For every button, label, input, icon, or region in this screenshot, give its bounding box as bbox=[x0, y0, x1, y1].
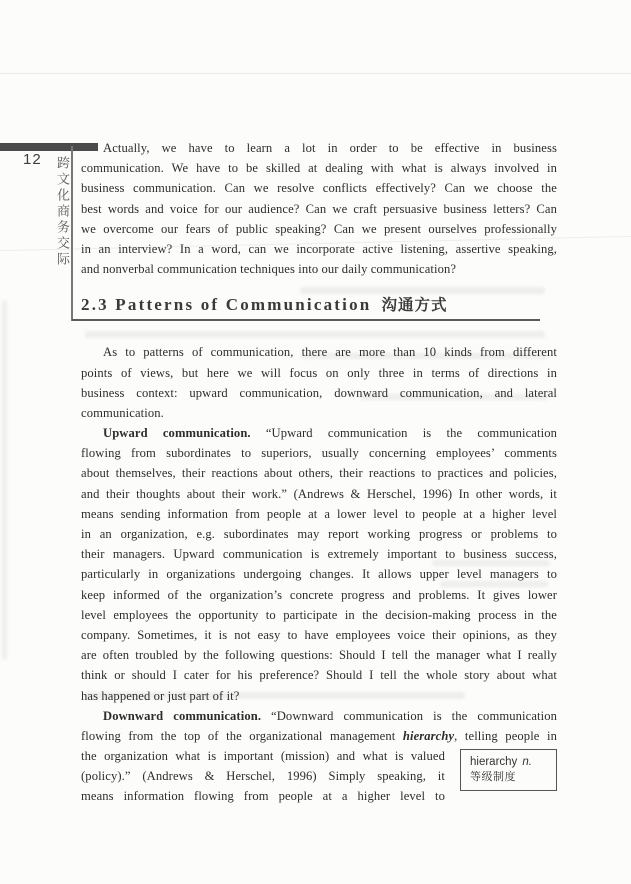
text-line: As to patterns of communication, there are more than 10 kinds from different bbox=[103, 345, 557, 360]
text-line: business communication. Can we resolve conflicts effectively? Can we choose the bbox=[81, 181, 557, 196]
text-line: think or should I cater for his preference? Should I tell the whole story about what bbox=[81, 668, 557, 683]
text-line: in an interview? In a word, can we incorporate active listening, assertive speaking, bbox=[81, 241, 557, 256]
paragraph bbox=[81, 138, 557, 279]
section-heading-title: 2.3 Patterns of Communication bbox=[81, 295, 372, 315]
body-text-main bbox=[81, 342, 557, 806]
text-line: particularly in organizations undergoing changes. It allows upper level managers to bbox=[81, 567, 557, 582]
scan-line-artifact bbox=[0, 73, 631, 74]
margin-vertical-rule bbox=[71, 146, 73, 321]
text-line: about themselves, their reactions about others, their reactions to practices and policies, bbox=[81, 466, 557, 481]
text-line: and their thoughts about their work.” (Andrews & Herschel, 1996) In other words, it bbox=[81, 486, 557, 501]
paragraph bbox=[81, 342, 557, 423]
text-line: Upward communication. “Upward communication is the communication bbox=[103, 426, 557, 441]
text-line: business context: upward communication, downward communication, and lateral bbox=[81, 385, 557, 400]
vocab-box bbox=[460, 749, 557, 791]
text-line: in an organization, e.g. subordinates may report working progress or problems to bbox=[81, 527, 557, 541]
body-column bbox=[81, 138, 557, 807]
vocab-pos: n. bbox=[522, 756, 532, 768]
text-line: are often troubled by the following questions: Should I tell the manager what I really bbox=[81, 648, 557, 663]
bleed-through-artifact bbox=[2, 300, 7, 660]
text-line: the organization what is important (mission) and what is valued bbox=[81, 749, 445, 764]
text-line: means sending information from people at a lower level to people at a higher level bbox=[81, 506, 557, 521]
vocab-term: hierarchy bbox=[470, 756, 518, 768]
text-line: Actually, we have to learn a lot in order to be effective in business bbox=[103, 141, 557, 155]
vocab-entry bbox=[470, 755, 552, 770]
text-line: means information flowing from people at a higher level to bbox=[81, 789, 445, 804]
text-line: keep informed of the organization’s concrete progress and problems. It gives lower bbox=[81, 587, 557, 602]
text-line: Downward communication. “Downward communication is the communication bbox=[103, 708, 557, 723]
text-line: (policy).” (Andrews & Herschel, 1996) Simply speaking, it bbox=[81, 769, 445, 784]
text-line: points of views, but here we will focus on only three in terms of directions in bbox=[81, 365, 557, 380]
text-line: communication. bbox=[81, 405, 164, 420]
text-line: and nonverbal communication techniques into our daily communication? bbox=[81, 262, 457, 277]
text-line: flowing from subordinates to superiors, usually concerning employees’ comments bbox=[81, 446, 557, 461]
text-line: their managers. Upward communication is extremely important to business success, bbox=[81, 547, 557, 562]
vocab-definition: 等级制度 bbox=[470, 771, 516, 783]
text-line: has happened or just part of it? bbox=[81, 688, 240, 703]
text-line: company. Sometimes, it is not easy to have employees voice their opinions, as they bbox=[81, 627, 557, 642]
paragraph bbox=[81, 423, 557, 706]
section-heading-chinese: 沟通方式 bbox=[381, 297, 448, 315]
section-heading bbox=[81, 292, 557, 321]
text-line: best words and voice for our audience? Can we craft persuasive business letters? Can bbox=[81, 201, 557, 216]
text-line: communication. We have to be skilled at dealing with what is always involved in bbox=[81, 161, 557, 176]
text-line: flowing from the top of the organizational management hierarchy, telling people in bbox=[81, 728, 557, 743]
page-number: 12 bbox=[23, 151, 42, 168]
margin-title-vertical: 跨文化商务交际 bbox=[55, 156, 70, 268]
text-line: level employees the opportunity to participate in the decision-making process in the bbox=[81, 607, 557, 622]
text-line: we overcome our fears of public speaking? Can we present ourselves professionally bbox=[81, 221, 557, 236]
body-text-top bbox=[81, 138, 557, 279]
